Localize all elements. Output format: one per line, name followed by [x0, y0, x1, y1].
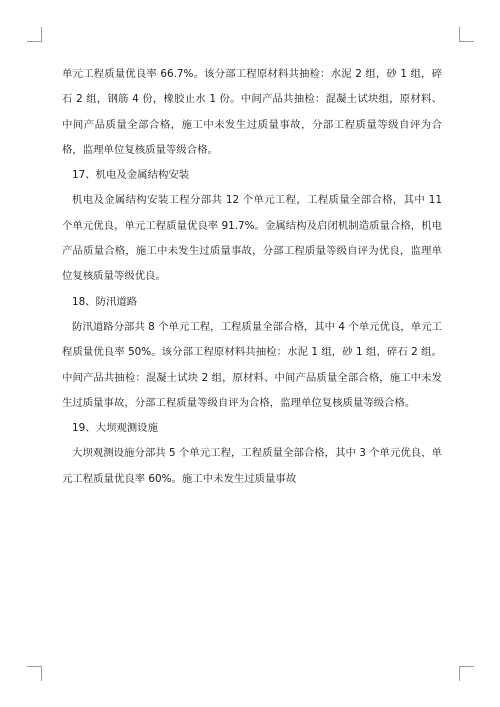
- crop-mark-bottom-right: [459, 666, 474, 681]
- section-heading-17: 17、机电及金属结构安装: [72, 169, 190, 182]
- paragraph-17: 机电及金属结构安装工程分部共 12 个单元工程，工程质量全部合格，其中 11 个单元优良，单元工程质量优良率 91.7%。金属结构及启闭机制造质量合格，机电产品质量合格，施工中未发生过质量事故，分部工程质量等级自评为优良，监理单位复核质量等级优良。: [62, 194, 442, 283]
- crop-mark-bottom-left: [27, 666, 42, 681]
- crop-mark-top-right: [459, 27, 474, 42]
- section-heading-18: 18、防汛道路: [72, 295, 138, 308]
- paragraph-16-continued: 单元工程质量优良率 66.7%。该分部工程原材料共抽检：水泥 2 组，砂 1 组，碎石 2 组，钢筋 4 份，橡胶止水 1 份。中间产品共抽检：混凝土试块组，原材料、中间产品质量全部合格，施工中未发生过质量事故，分部工程质量等级自评为合格，监理单位复核质量等级合格。: [62, 68, 442, 156]
- crop-mark-top-left: [27, 27, 42, 42]
- page-body: [62, 62, 442, 492]
- paragraph-18: 防汛道路分部共 8 个单元工程，工程质量全部合格，其中 4 个单元优良，单元工程质量优良率 50%。该分部工程原材料共抽检：水泥 1 组，砂 1 组，碎石 2 组。中间产品共抽检：混凝土试块 2 组，原材料、中间产品质量全部合格，施工中未发生过质量事故，分部工程质量等级自评为合格，监理单位复核质量等级合格。: [62, 320, 442, 409]
- paragraph-19: 大坝观测设施分部共 5 个单元工程，工程质量全部合格，其中 3 个单元优良，单元工程质量优良率 60%。施工中未发生过质量事故: [62, 447, 442, 485]
- section-heading-19: 19、大坝观测设施: [72, 422, 158, 435]
